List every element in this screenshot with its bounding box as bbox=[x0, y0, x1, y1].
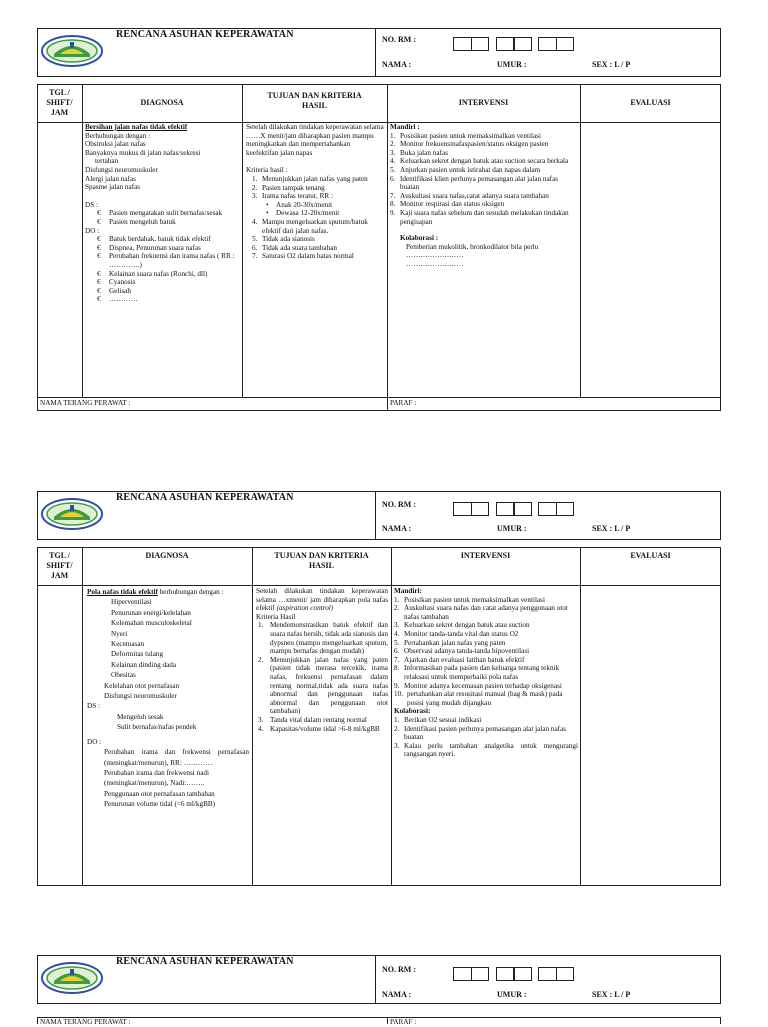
col-evaluasi-header: EVALUASI bbox=[630, 98, 671, 107]
col-evaluasi-header: EVALUASI bbox=[630, 551, 671, 560]
diagnosa-cell: Bersihan jalan nafas tidak efektif Berhubungan dengan : Obstruksi jalan nafas Banyaknya mukus di jalan nafas/sekresi tertahan Disfungsi neuromuskuler Alergi jalan nafas Spasme jalan nafas DS : € Pasien mengatakan sulit bernafas/sesak € Pasien mengeluh batuk DO : € Batuk berdahak, batuk tidak efektif € Dispnea, Penurunan suara nafas € Perubahan frekuensi dan irama nafas ( RR : ………….) € Kelainan suara nafas (Ronchi, dll) € Cyanosis € Gelisah € ………… bbox=[85, 123, 235, 304]
col-diagnosa-header: DIAGNOSA bbox=[140, 98, 184, 107]
col-tgl-header: TGL / SHIFT/ JAM bbox=[46, 551, 73, 580]
form-title: RENCANA ASUHAN KEPERAWATAN bbox=[116, 492, 294, 503]
hospital-logo-icon bbox=[40, 34, 104, 68]
nama-label: NAMA : bbox=[382, 60, 412, 69]
col-tujuan-header: TUJUAN DAN KRITERIA HASIL bbox=[274, 551, 369, 570]
nama-label: NAMA : bbox=[382, 524, 412, 533]
col-intervensi-header: INTERVENSI bbox=[458, 98, 509, 107]
sex-label: SEX : L / P bbox=[592, 60, 631, 69]
intervensi-cell: Mandiri : 1. Posisikan pasien untuk memaksimalkan ventilasi 2. Monitor frekuensinafaspasien/status oksigen pasien 3. Buka jalan nafas 4. Keluarkan sekret dengan batuk atau suction secara berkala 5. Anjurkan pasien untuk istirahat dan napas dalam 6. Identifikasi klien perlunya pemasangan alat jalan nafas buatan 7. Auskultasi suara nafas,catat adanya suara tambahan 8. Monitor respirasi dan status oksigen 9. Kaji suara nafas sebelum dan sesudah melakukan tindakan pengisapan Kolaborasi : Pemberian mukolitik, bronkodilator bila perlu …………………… …………………… bbox=[390, 123, 569, 268]
tujuan-cell: Setelah dilakukan tindakan keperawatan selama …xmenit/ jam diharapkan pola nafas efektif (aspiration control) Kriteria Hasil 1. Mendemonstrasikan batuk efektif dan suara nafas bersih, tidak ada sianosis dan dypsneu (mampu mengeluarkan sputum, mampu bernafas dengan mudah) 2. Menunjukkan jalan nafas yang paten (pasien tidak merasa tercekik, irama nafas, frekuensi pernafasan dalam rentang normal,tidak ada suara nafas abnormal dan penggunaan nafas abnormal dan penggunaan otot tambahan) 3. Tanda vital dalam rentang normal 4. Kapasitas/volume tidal >6-8 ml/kgBB bbox=[256, 587, 388, 733]
paraf-label: PARAF : bbox=[390, 399, 417, 407]
umur-label: UMUR : bbox=[497, 990, 527, 999]
nama-label: NAMA : bbox=[382, 990, 412, 999]
nama-perawat-label: NAMA TERANG PERAWAT : bbox=[40, 1018, 131, 1026]
col-diagnosa-header: DIAGNOSA bbox=[145, 551, 189, 560]
sex-label: SEX : L / P bbox=[592, 524, 631, 533]
umur-label: UMUR : bbox=[497, 524, 527, 533]
hospital-logo-icon bbox=[40, 497, 104, 531]
no-rm-label: NO. RM : bbox=[382, 35, 416, 44]
umur-label: UMUR : bbox=[497, 60, 527, 69]
col-intervensi-header: INTERVENSI bbox=[460, 551, 511, 560]
hospital-logo-icon bbox=[40, 961, 104, 995]
form-title: RENCANA ASUHAN KEPERAWATAN bbox=[116, 29, 294, 40]
col-tujuan-header: TUJUAN DAN KRITERIA HASIL bbox=[267, 91, 362, 110]
diagnosa-cell: Pola nafas tidak efektif berhubungan dengan : Hiperventilasi Penurunan energi/kelelahan Kelemahan musculoskeletal Nyeri Kecemasan Deformitas tulang Kelainan dinding dada Obesitas Kelelahan otot pernafasan Disfungsi neuromuskuler DS : Mengeluh sesak Sulit bernafas/nafas pendek DO : Perubahan irama dan frekwensi pernafasan (meningkat/menurun), RR: ………… Perubahan irama dan frekwensi nadi (meningkat/menurun), Nadi:…….. Penggunaan otot pernafasan tambahan Penurunan volume tidal (<6 ml/kgBB) bbox=[87, 588, 249, 809]
sex-label: SEX : L / P bbox=[592, 990, 631, 999]
intervensi-cell: Mandiri: 1. Posisikan pasien untuk memaksimalkan ventilasi 2. Auskultasi suara nafas dan catat adanya penggunaan otot nafas tambahan 3. Keluarkan sekret dengan batuk atau suction 4. Monitor tanda-tanda vital dan status O2 5. Pertahankan jalan nafas yang paten 6. Observasi adanya tanda-tanda hipoventilasi 7. Ajarkan dan evaluasi latihan batuk efektif 8. Informasikan pada pasien dan keluarga tentang teknik relaksasi untuk memperbaiki pola nafas 9. Monitor adanya kecemasan pasien terhadap oksigenasi 10. pertahankan alat resusitasi manual (bag & mask) pada posisi yang mudah dijangkau Kolaborasi: 1. Berikan O2 sesuai indikasi 2. Identifikasi pasien perlunya pemasangan alat jalan nafas buatan 3. Kalau perlu tambahan analgetika untuk mengurangi rangsangan nyeri. bbox=[394, 587, 578, 759]
col-tgl-header: TGL / SHIFT/ JAM bbox=[46, 88, 73, 117]
form-title: RENCANA ASUHAN KEPERAWATAN bbox=[116, 956, 294, 967]
paraf-label: PARAF : bbox=[390, 1018, 417, 1026]
no-rm-label: NO. RM : bbox=[382, 965, 416, 974]
no-rm-label: NO. RM : bbox=[382, 500, 416, 509]
nama-perawat-label: NAMA TERANG PERAWAT : bbox=[40, 399, 131, 407]
tujuan-cell: Setelah dilakukan tindakan keperawatan selama ……X menit/jam diharapkan pasien mampu meningkatkan dan mempertahankan keefektifan jalan napas Kriteria hasil : 1. Menunjukkan jalan nafas yang paten 2. Pasien tampak tenang 3. Irama nafas teratur, RR : • Anak 20-30x/menit • Dewasa 12-20x/menit 4. Mampu mengeluarkan sputum/batuk efektif dari jalan nafas. 5. Tidak ada sianosis 6. Tidak ada suara tambahan 7. Saturasi O2 dalam batas normal bbox=[246, 123, 384, 261]
